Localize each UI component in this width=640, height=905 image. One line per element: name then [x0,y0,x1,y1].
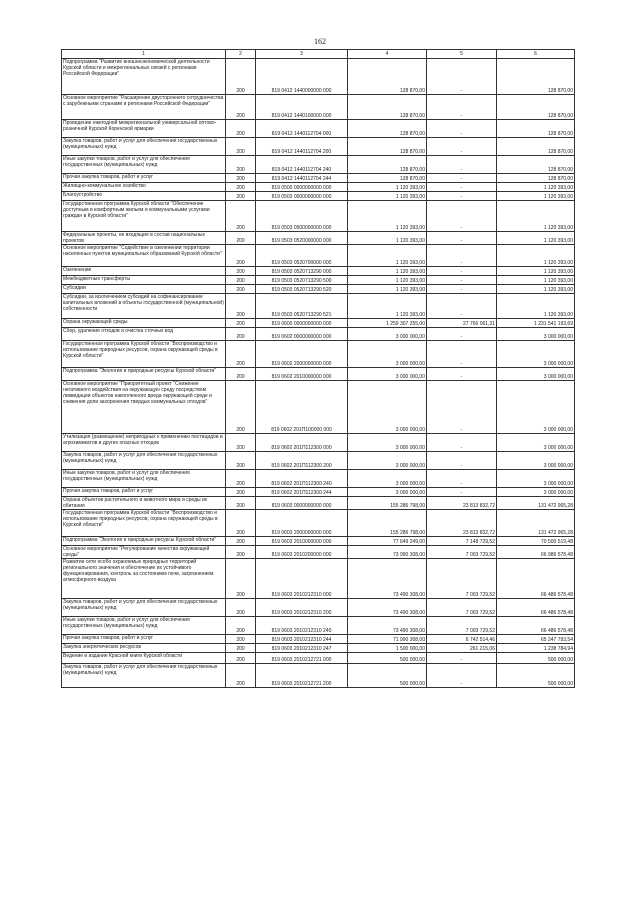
row-kbk-cell: 819 0600 0000000000 000 [256,319,348,328]
row-kbk-cell: 819 0603 2010000000 000 [256,537,348,546]
row-executed-cell: - [427,267,497,276]
table-row [62,452,575,470]
page-number: 162 [314,37,326,46]
row-approved-cell: 1 120 393,00 [348,285,427,294]
header-cell: 1 [62,50,226,59]
row-approved-cell: 128 870,00 [348,95,427,120]
row-remaining-cell: 1 120 393,00 [497,183,575,192]
row-remaining-cell: 128 870,00 [497,174,575,183]
row-approved-cell: 1 120 393,00 [348,276,427,285]
row-approved-cell: 71 990 308,00 [348,635,427,644]
table-row [62,510,575,537]
row-kbk-cell: 819 0602 2010000000 000 [256,368,348,381]
row-code-cell: 200 [226,276,256,285]
table-row [62,653,575,664]
row-kbk-cell: 819 0602 201П112300 000 [256,434,348,452]
row-code-cell: 200 [226,488,256,497]
row-kbk-cell: 819 0603 2010212721 200 [256,664,348,688]
header-cell: 3 [256,50,348,59]
table-row [62,95,575,120]
row-kbk-cell: 819 0603 2010212310 247 [256,644,348,653]
row-approved-cell: 3 000 000,00 [348,328,427,341]
row-kbk-cell: 819 0603 2010212310 000 [256,559,348,599]
row-kbk-cell: 819 0602 201П112300 240 [256,470,348,488]
row-approved-cell: 73 490 308,00 [348,559,427,599]
row-executed-cell: - [427,183,497,192]
row-remaining-cell: 128 870,00 [497,138,575,156]
row-name-cell: Основное мероприятие "Расширение двустороннего сотрудничества с зарубежными странами и регионами Российской Федерации" [62,95,226,120]
table-row [62,294,575,319]
table-row [62,341,575,368]
row-approved-cell: 500 000,00 [348,664,427,688]
row-remaining-cell: 1 231 541 193,69 [497,319,575,328]
row-kbk-cell: 819 0412 1440100000 000 [256,95,348,120]
row-kbk-cell: 819 0503 0520713290 521 [256,294,348,319]
row-approved-cell: 500 000,00 [348,653,427,664]
row-remaining-cell: 500 000,00 [497,664,575,688]
row-executed-cell: - [427,138,497,156]
row-executed-cell: - [427,294,497,319]
table-row [62,183,575,192]
row-approved-cell: 1 120 393,00 [348,183,427,192]
table-row [62,138,575,156]
table-row [62,192,575,201]
table-row [62,319,575,328]
table-row [62,276,575,285]
table-row [62,599,575,617]
row-remaining-cell: 128 870,00 [497,120,575,138]
row-code-cell: 200 [226,95,256,120]
row-name-cell: Государственная программа Курской области "Воспроизводство и использование природных ресурсов, охрана окружающей среды в Курской области" [62,510,226,537]
row-approved-cell: 1 120 393,00 [348,245,427,267]
row-kbk-cell: 819 0603 2010212310 244 [256,635,348,644]
row-remaining-cell: 500 000,00 [497,653,575,664]
row-kbk-cell: 819 0602 201П100000 000 [256,381,348,434]
row-remaining-cell: 3 000 000,00 [497,381,575,434]
row-name-cell: Федеральные проекты, не входящие в состав национальных проектов [62,232,226,245]
row-code-cell: 200 [226,617,256,635]
row-name-cell: Закупка товаров, работ и услуг для обеспечения государственных (муниципальных) нужд [62,452,226,470]
row-name-cell: Закупка товаров, работ и услуг для обеспечения государственных (муниципальных) нужд [62,138,226,156]
table-row [62,328,575,341]
row-remaining-cell: 65 247 793,54 [497,635,575,644]
row-kbk-cell: 819 0412 1440112704 000 [256,120,348,138]
row-approved-cell: 3 000 000,00 [348,452,427,470]
row-code-cell: 200 [226,285,256,294]
row-kbk-cell: 819 0602 201П112300 244 [256,488,348,497]
row-code-cell: 200 [226,599,256,617]
row-approved-cell: 3 000 000,00 [348,434,427,452]
row-code-cell: 200 [226,452,256,470]
row-remaining-cell: 3 000 000,00 [497,341,575,368]
row-approved-cell: 128 870,00 [348,120,427,138]
table-row [62,664,575,688]
row-kbk-cell: 819 0602 2000000000 000 [256,341,348,368]
row-executed-cell: - [427,470,497,488]
row-code-cell: 200 [226,381,256,434]
row-approved-cell: 1 120 393,00 [348,201,427,232]
row-approved-cell: 73 490 308,00 [348,617,427,635]
row-remaining-cell: 1 120 393,00 [497,276,575,285]
row-name-cell: Основное мероприятие "Регулирование качества окружающей среды" [62,546,226,559]
row-code-cell: 200 [226,497,256,510]
row-code-cell: 200 [226,368,256,381]
row-name-cell: Прочая закупка товаров, работ и услуг [62,174,226,183]
row-approved-cell: 1 120 393,00 [348,267,427,276]
row-approved-cell: 155 286 798,00 [348,510,427,537]
table-row [62,617,575,635]
row-approved-cell: 3 000 000,00 [348,488,427,497]
row-approved-cell: 128 870,00 [348,174,427,183]
row-executed-cell: - [427,653,497,664]
row-executed-cell: 27 766 061,31 [427,319,497,328]
row-executed-cell: 261 215,06 [427,644,497,653]
row-name-cell: Проведение ежегодной межрегиональной универсальной оптово-розничной Курской Коренской ярмарки [62,120,226,138]
row-code-cell: 200 [226,664,256,688]
row-remaining-cell: 3 000 000,00 [497,470,575,488]
row-kbk-cell: 819 0503 0520713290 000 [256,267,348,276]
header-row [62,50,575,59]
row-approved-cell: 128 870,00 [348,156,427,174]
row-executed-cell: 7 003 729,52 [427,599,497,617]
table-row [62,497,575,510]
row-name-cell: Субсидии [62,285,226,294]
row-kbk-cell: 819 0503 0520000000 000 [256,232,348,245]
row-remaining-cell: 128 870,00 [497,95,575,120]
row-approved-cell: 3 000 000,00 [348,470,427,488]
row-executed-cell: 6 742 514,46 [427,635,497,644]
row-remaining-cell: 128 870,00 [497,59,575,95]
row-name-cell: Охрана окружающей среды [62,319,226,328]
row-executed-cell: - [427,120,497,138]
row-code-cell: 200 [226,183,256,192]
row-code-cell: 200 [226,201,256,232]
row-approved-cell: 1 120 393,00 [348,232,427,245]
table-row [62,59,575,95]
row-executed-cell: 7 003 729,52 [427,617,497,635]
table-row [62,245,575,267]
row-executed-cell: - [427,368,497,381]
row-approved-cell: 3 000 000,00 [348,341,427,368]
row-name-cell: Озеленение [62,267,226,276]
row-executed-cell: - [427,174,497,183]
table-row [62,559,575,599]
row-remaining-cell: 128 870,00 [497,156,575,174]
row-executed-cell: 7 003 729,52 [427,559,497,599]
table-row [62,232,575,245]
row-name-cell: Основное мероприятие "Приоритетный проект "Снижение негативного воздействия на окружающую среду посредством ликвидации объектов накопленного вреда окружающей среде и снижения доли захоронения твердых коммунальных отходов" [62,381,226,434]
row-remaining-cell: 131 472 965,28 [497,497,575,510]
row-code-cell: 200 [226,470,256,488]
row-executed-cell: - [427,201,497,232]
row-code-cell: 200 [226,245,256,267]
row-code-cell: 200 [226,537,256,546]
row-name-cell: Субсидии, за исключением субсидий на софинансирование капитальных вложений в объекты государственной (муниципальной) собственности [62,294,226,319]
budget-table [61,49,575,688]
row-kbk-cell: 819 0603 2010212310 200 [256,599,348,617]
row-approved-cell: 73 490 308,00 [348,599,427,617]
row-kbk-cell: 819 0602 0000000000 000 [256,328,348,341]
row-name-cell: Прочая закупка товаров, работ и услуг [62,488,226,497]
row-name-cell: Прочая закупка товаров, работ и услуг [62,635,226,644]
row-executed-cell: 23 813 832,72 [427,497,497,510]
row-executed-cell: - [427,95,497,120]
row-remaining-cell: 3 000 000,00 [497,434,575,452]
table-row [62,267,575,276]
row-kbk-cell: 819 0603 2010212310 240 [256,617,348,635]
table-row [62,156,575,174]
header-cell: 5 [427,50,497,59]
row-name-cell: Жилищно-коммунальное хозяйство [62,183,226,192]
row-name-cell: Иные закупки товаров, работ и услуг для обеспечения государственных (муниципальных) нужд [62,470,226,488]
table-row [62,120,575,138]
row-remaining-cell: 3 000 000,00 [497,452,575,470]
row-approved-cell: 73 990 308,00 [348,546,427,559]
row-name-cell: Подпрограмма "Развитие внешнеэкономической деятельности Курской области и межрегиональных связей с регионами Российской Федерации" [62,59,226,95]
row-name-cell: Иные закупки товаров, работ и услуг для обеспечения государственных (муниципальных) нужд [62,156,226,174]
table-row [62,546,575,559]
row-name-cell: Утилизация (размещение) непригодных к применению пестицидов и агрохимикатов и других опасных отходов [62,434,226,452]
row-kbk-cell: 819 0412 1440000000 000 [256,59,348,95]
row-approved-cell: 1 500 000,00 [348,644,427,653]
row-approved-cell: 3 000 000,00 [348,368,427,381]
row-approved-cell: 155 286 798,00 [348,497,427,510]
row-approved-cell: 3 000 000,00 [348,381,427,434]
row-remaining-cell: 1 238 784,94 [497,644,575,653]
header-cell: 2 [226,50,256,59]
row-code-cell: 200 [226,644,256,653]
table-row [62,470,575,488]
row-remaining-cell: 131 472 965,28 [497,510,575,537]
row-name-cell: Ведение и издание Красной книги Курской области [62,653,226,664]
row-remaining-cell: 1 120 393,00 [497,232,575,245]
row-approved-cell: 128 870,00 [348,59,427,95]
row-code-cell: 200 [226,341,256,368]
row-executed-cell: - [427,664,497,688]
row-name-cell: Развитие сети особо охраняемых природных территорий регионального значения и обеспечение их устойчивого функционирования, контроль за состоянием почв, загрязнением атмосферного воздуха [62,559,226,599]
header-cell: 6 [497,50,575,59]
row-executed-cell: - [427,341,497,368]
row-remaining-cell: 1 120 393,00 [497,201,575,232]
row-name-cell: Подпрограмма "Экология и природные ресурсы Курской области" [62,537,226,546]
row-executed-cell: - [427,328,497,341]
row-remaining-cell: 1 120 393,00 [497,192,575,201]
row-code-cell: 200 [226,510,256,537]
row-name-cell: Благоустройство [62,192,226,201]
row-code-cell: 200 [226,174,256,183]
row-remaining-cell: 66 486 578,48 [497,559,575,599]
row-kbk-cell: 819 0503 0520713290 520 [256,285,348,294]
row-code-cell: 200 [226,328,256,341]
row-executed-cell: - [427,434,497,452]
row-name-cell: Иные закупки товаров, работ и услуг для обеспечения государственных (муниципальных) нужд [62,617,226,635]
row-remaining-cell: 70 500 519,48 [497,537,575,546]
row-name-cell: Закупка товаров, работ и услуг для обеспечения государственных (муниципальных) нужд [62,599,226,617]
row-executed-cell: - [427,285,497,294]
row-executed-cell: - [427,245,497,267]
row-code-cell: 200 [226,267,256,276]
table-row [62,285,575,294]
row-kbk-cell: 819 0503 0520713290 500 [256,276,348,285]
row-code-cell: 200 [226,635,256,644]
row-remaining-cell: 66 986 578,48 [497,546,575,559]
row-kbk-cell: 819 0503 0000000000 000 [256,192,348,201]
row-kbk-cell: 819 0602 201П112300 200 [256,452,348,470]
row-name-cell: Сбор, удаление отходов и очистка сточных вод [62,328,226,341]
row-name-cell: Закупка товаров, работ и услуг для обеспечения государственных (муниципальных) нужд [62,664,226,688]
row-name-cell: Основное мероприятие "Содействие в озеленении территории населенных пунктов муниципальных образований Курской области" [62,245,226,267]
row-remaining-cell: 3 000 000,00 [497,488,575,497]
table-row [62,381,575,434]
table-row [62,174,575,183]
row-remaining-cell: 1 120 393,00 [497,245,575,267]
row-name-cell: Государственная программа Курской области "Воспроизводство и использование природных ресурсов, охрана окружающей среды в Курской области" [62,341,226,368]
row-remaining-cell: 3 000 000,00 [497,328,575,341]
row-executed-cell: 7 003 729,52 [427,546,497,559]
row-executed-cell: - [427,156,497,174]
row-code-cell: 200 [226,434,256,452]
row-code-cell: 200 [226,653,256,664]
row-code-cell: 200 [226,138,256,156]
table-row [62,537,575,546]
row-remaining-cell: 66 486 578,48 [497,617,575,635]
row-kbk-cell: 819 0412 1440112704 240 [256,156,348,174]
row-code-cell: 200 [226,319,256,328]
row-code-cell: 200 [226,192,256,201]
row-remaining-cell: 1 120 393,00 [497,285,575,294]
row-executed-cell: - [427,488,497,497]
row-code-cell: 200 [226,559,256,599]
row-kbk-cell: 819 0603 2010200000 000 [256,546,348,559]
row-name-cell: Государственная программа Курской области "Обеспечение доступным и комфортным жильем и коммунальными услугами граждан в Курской области" [62,201,226,232]
row-approved-cell: 1 120 393,00 [348,294,427,319]
row-approved-cell: 77 649 249,00 [348,537,427,546]
row-code-cell: 200 [226,120,256,138]
row-code-cell: 200 [226,59,256,95]
row-name-cell: Подпрограмма "Экология и природные ресурсы Курской области" [62,368,226,381]
row-kbk-cell: 819 0503 0500000000 000 [256,201,348,232]
table-row [62,635,575,644]
row-name-cell: Межбюджетные трансферты [62,276,226,285]
row-kbk-cell: 819 0603 2010212721 000 [256,653,348,664]
header-cell: 4 [348,50,427,59]
row-code-cell: 200 [226,156,256,174]
row-executed-cell: - [427,381,497,434]
row-remaining-cell: 1 120 393,00 [497,294,575,319]
row-executed-cell: - [427,59,497,95]
row-remaining-cell: 1 120 393,00 [497,267,575,276]
table-row [62,644,575,653]
row-kbk-cell: 819 0412 1440112704 244 [256,174,348,183]
row-approved-cell: 1 259 307 255,00 [348,319,427,328]
table-row [62,488,575,497]
row-kbk-cell: 819 0412 1440112704 200 [256,138,348,156]
row-kbk-cell: 819 0500 0000000000 000 [256,183,348,192]
row-executed-cell: 7 148 729,52 [427,537,497,546]
table-row [62,434,575,452]
row-kbk-cell: 819 0603 0000000000 000 [256,497,348,510]
row-code-cell: 200 [226,294,256,319]
row-approved-cell: 128 870,00 [348,138,427,156]
table-row [62,201,575,232]
row-executed-cell: - [427,452,497,470]
row-code-cell: 200 [226,232,256,245]
row-executed-cell: 23 813 832,72 [427,510,497,537]
row-executed-cell: - [427,192,497,201]
row-executed-cell: - [427,232,497,245]
row-code-cell: 200 [226,546,256,559]
row-approved-cell: 1 120 393,00 [348,192,427,201]
row-remaining-cell: 66 486 578,48 [497,599,575,617]
row-executed-cell: - [427,276,497,285]
row-remaining-cell: 3 000 000,00 [497,368,575,381]
row-name-cell: Охрана объектов растительного и животного мира и среды их обитания [62,497,226,510]
row-name-cell: Закупка энергетических ресурсов [62,644,226,653]
table-row [62,368,575,381]
row-kbk-cell: 819 0503 0520700000 000 [256,245,348,267]
row-kbk-cell: 819 0603 2000000000 000 [256,510,348,537]
